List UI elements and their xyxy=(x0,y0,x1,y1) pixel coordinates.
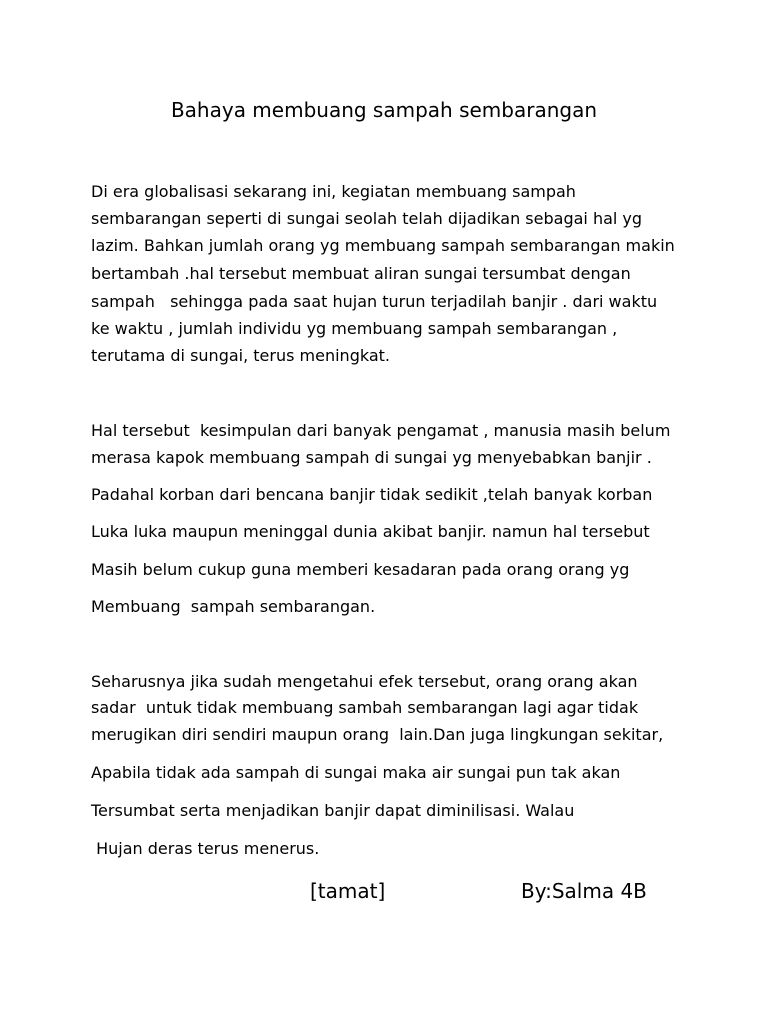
end-mark: [tamat] xyxy=(310,879,386,903)
paragraph-line: Hujan deras terus menerus. xyxy=(91,839,320,858)
paragraph-line: Seharusnya jika sudah mengetahui efek tersebut, orang orang akan xyxy=(91,672,638,691)
document-title: Bahaya membuang sampah sembarangan xyxy=(170,98,598,122)
paragraph-line: merasa kapok membuang sampah di sungai yg menyebabkan banjir . xyxy=(91,448,652,467)
paragraph-line: bertambah .hal tersebut membuat aliran sungai tersumbat dengan xyxy=(91,264,631,283)
paragraph-line: Membuang sampah sembarangan. xyxy=(91,597,376,616)
paragraph-line: Tersumbat serta menjadikan banjir dapat diminilisasi. Walau xyxy=(91,801,575,820)
paragraph-line: Di era globalisasi sekarang ini, kegiatan membuang sampah xyxy=(91,182,576,201)
paragraph-line: ke waktu , jumlah individu yg membuang sampah sembarangan , xyxy=(91,319,618,338)
paragraph-line: sadar untuk tidak membuang sambah sembarangan lagi agar tidak xyxy=(91,698,639,717)
paragraph-line: merugikan diri sendiri maupun orang lain.Dan juga lingkungan sekitar, xyxy=(91,725,664,744)
paragraph-line: sembarangan seperti di sungai seolah telah dijadikan sebagai hal yg xyxy=(91,209,643,228)
paragraph-line: Padahal korban dari bencana banjir tidak sedikit ,telah banyak korban xyxy=(91,485,653,504)
paragraph-line: Apabila tidak ada sampah di sungai maka air sungai pun tak akan xyxy=(91,763,621,782)
paragraph-line: terutama di sungai, terus meningkat. xyxy=(91,346,390,365)
paragraph-line: Luka luka maupun meninggal dunia akibat banjir. namun hal tersebut xyxy=(91,522,650,541)
author-signature: By:Salma 4B xyxy=(521,879,647,903)
paragraph-line: Masih belum cukup guna memberi kesadaran pada orang orang yg xyxy=(91,560,630,579)
paragraph-line: Hal tersebut kesimpulan dari banyak pengamat , manusia masih belum xyxy=(91,421,671,440)
paragraph-line: lazim. Bahkan jumlah orang yg membuang sampah sembarangan makin xyxy=(91,236,675,255)
paragraph-line: sampah sehingga pada saat hujan turun terjadilah banjir . dari waktu xyxy=(91,292,658,311)
